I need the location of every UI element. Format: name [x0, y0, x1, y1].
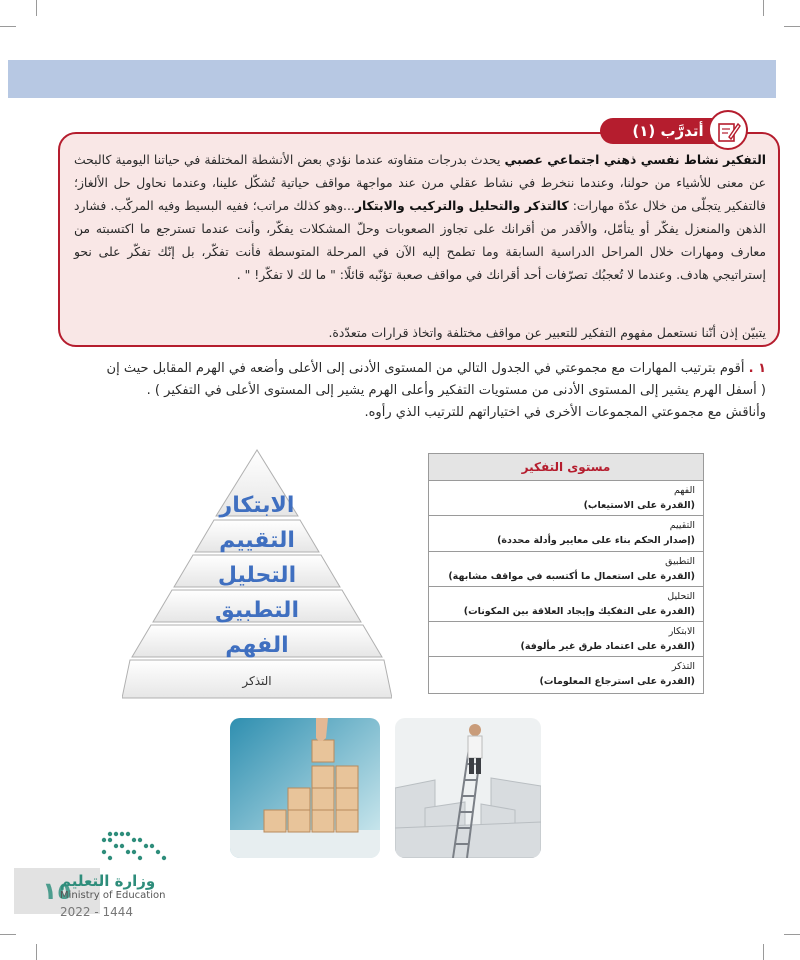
task-line-2: ( أسفل الهرم يشير إلى المستوى الأدنى من مستويات التفكير وأعلى الهرم يشير إلى المستوى الأعلى في التفكير ) .: [146, 383, 766, 398]
task-number: ١ .: [748, 361, 766, 376]
level-name: التذكر: [671, 661, 695, 673]
task-line-3: وأناقش مع مجموعتي المجموعات الأخرى في اختياراتهم للترتيب الذي رأوه.: [364, 405, 766, 420]
maze-ladder-photo: [395, 718, 541, 858]
table-row: [429, 622, 703, 657]
thinking-levels-table: [428, 453, 704, 694]
level-definition: (القدرة على استرجاع المعلومات): [539, 676, 695, 688]
paragraph-text: يحدث بدرجات متفاوته عندما نؤدي بعض الأنشطة المختلفة في حياتنا اليومية كالبحث عن معنى للأشياء من حولنا، وعندما ننخرط في نشاط عقلي مرن عند مواجهة مواقف حياتية تُشكّل علينا، وعندما نحاول حل الألغاز؛ فالتفكير يتجلّى من خلال عدّة مهارات:: [74, 152, 766, 213]
activity-title: أتدرَّب (١): [600, 118, 736, 144]
level-name: الابتكار: [668, 626, 695, 638]
thinking-pyramid: [122, 448, 392, 710]
crop-mark: [763, 0, 764, 16]
activity-paragraph: [74, 148, 766, 286]
level-definition: (القدرة على استعمال ما أكتسبه في مواقف مشابهة): [448, 570, 695, 582]
pyramid-level: التحليل: [217, 563, 297, 588]
level-definition: (القدرة على التفكيك وإيجاد العلاقة بين المكونات): [463, 605, 695, 617]
level-name: التقييم: [669, 520, 695, 532]
pyramid-level: التقييم: [219, 528, 295, 553]
table-header: مستوى التفكير: [429, 454, 703, 481]
page-number: ١٥: [14, 868, 100, 914]
crop-mark: [36, 0, 37, 16]
table-row: [429, 587, 703, 622]
level-definition: (القدرة على الاستيعاب): [583, 500, 695, 511]
task-text: أقوم بترتيب المهارات مع مجموعتي في الجدول التالي من المستوى الأدنى إلى الأعلى وأضعه في الهرم المقابل حيث إن: [106, 361, 745, 376]
level-name: الفهم: [673, 485, 695, 496]
crop-mark: [784, 934, 800, 935]
ministry-name-ar: وزارة التعليم: [60, 872, 156, 890]
paragraph-lead: التفكير نشاط نفسي ذهني اجتماعي عصبي: [504, 152, 766, 167]
pyramid-level: الابتكار: [219, 493, 295, 518]
conclusion-text: يتبيّن إذن أنّنا نستعمل مفهوم التفكير للتعبير عن مواقف مختلفة واتخاذ قرارات متعدّدة.: [328, 325, 766, 340]
table-row: [429, 516, 703, 551]
paragraph-text-cont: ...وهو كذلك مراتب؛ ففيه البسيط وفيه المركّب. فشارد الذهن والمنعزل يفكّر أو يتأمّل، والأقدر من أقرانك على تجاوز الصعوبات وحلّ المشكلات يفكّر، وأنت عندما تسترجع ما اكتسبته من معارف ومهارات خلال المراحل الدراسية السابقة وما تطمح إليه الآن في المرحلة المتوسطة فأنت تفكّر، بل إنّك تفكّر على نحو إستراتيجي هادف. وعندما لا تُعجبُك تصرّفات أحد أقرانك في مواقف صعبة تؤنّبه قائلًا: " ما لك لا تفكّر! " .: [74, 198, 766, 282]
crop-mark: [763, 944, 764, 960]
table-row: [429, 657, 703, 692]
table-row: [429, 481, 703, 516]
task-block: [60, 358, 766, 424]
pencil-note-icon: [708, 110, 748, 150]
ministry-name-en: Ministry of Education: [60, 890, 166, 901]
blocks-photo: [230, 718, 380, 858]
pyramid-base-label: التذكر: [242, 674, 272, 688]
header-band: [8, 60, 776, 98]
crop-mark: [36, 944, 37, 960]
crop-mark: [0, 934, 16, 935]
crop-mark: [784, 26, 800, 27]
skills-list: كالتذكر والتحليل والتركيب والابتكار: [354, 198, 569, 213]
level-name: التطبيق: [665, 555, 695, 567]
level-definition: (القدرة على اعتماد طرق غير مألوفة): [520, 641, 695, 653]
level-name: التحليل: [667, 590, 695, 602]
crop-mark: [0, 26, 16, 27]
task-line-1: [60, 358, 766, 380]
level-definition: (إصدار الحكم بناء على معايير وأدلة محددة): [497, 535, 695, 547]
pyramid-level: التطبيق: [214, 598, 300, 623]
edition-year: 2022 - 1444: [60, 905, 134, 919]
pyramid-level: الفهم: [225, 633, 289, 658]
table-row: [429, 552, 703, 587]
